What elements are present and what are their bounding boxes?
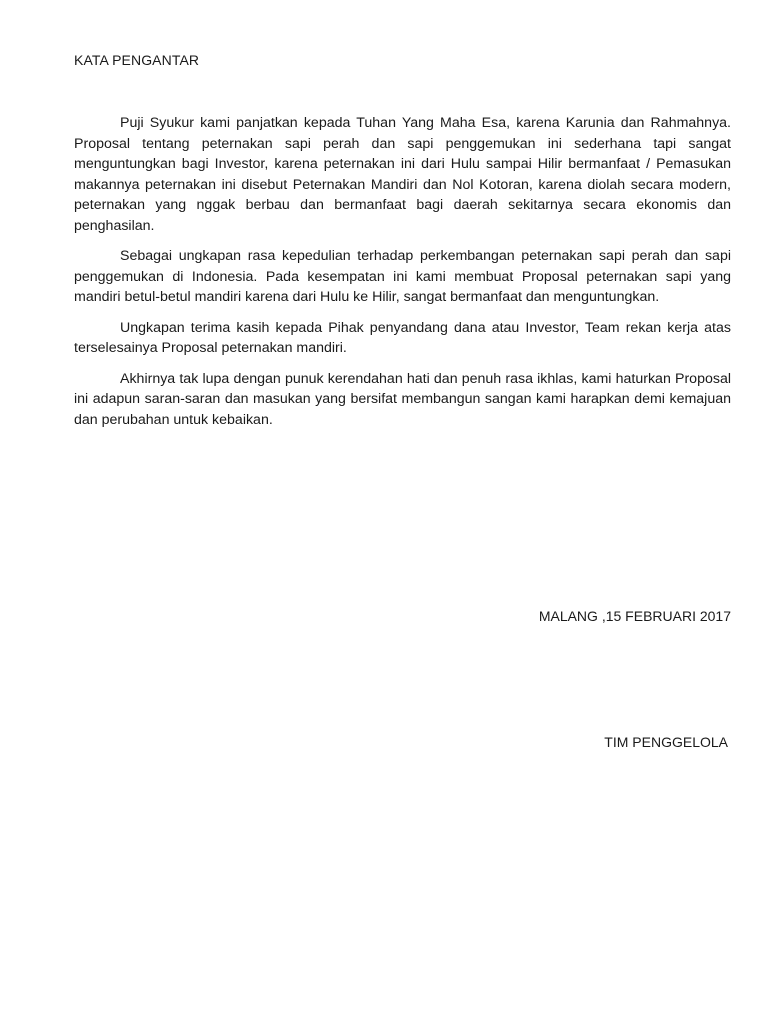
signature: TIM PENGGELOLA	[604, 734, 728, 750]
paragraph-1: Puji Syukur kami panjatkan kepada Tuhan Yang Maha Esa, karena Karunia dan Rahmahnya. Proposal tentang peternakan sapi perah dan sapi penggemukan ini sederhana tapi sangat menguntungkan bagi Investor, karena peternakan ini dari Hulu sampai Hilir bermanfaat / Pemasukan makannya peternakan ini disebut Peternakan Mandiri dan Nol Kotoran, karena diolah secara modern, peternakan yang nggak berbau dan bermanfaat bagi daerah sekitarnya secara ekonomis dan penghasilan.	[74, 115, 731, 234]
place-date: MALANG ,15 FEBRUARI 2017	[538, 608, 731, 624]
page-title: KATA PENGANTAR	[74, 52, 200, 68]
paragraph-2: Sebagai ungkapan rasa kepedulian terhadap perkembangan peternakan sapi perah dan sapi penggemukan di Indonesia. Pada kesempatan ini kami membuat Proposal peternakan sapi yang mandiri betul-betul mandiri karena dari Hulu ke Hilir, sangat bermanfaat dan menguntungkan.	[74, 248, 731, 305]
paragraph-4: Akhirnya tak lupa dengan punuk kerendahan hati dan penuh rasa ikhlas, kami haturkan Proposal ini adapun saran-saran dan masukan yang bersifat membangun sangan kami harapkan demi kemajuan dan perubahan untuk kebaikan.	[74, 370, 731, 428]
paragraph-3: Ungkapan terima kasih kepada Pihak penyandang dana atau Investor, Team rekan kerja atas terselesainya Proposal peternakan mandiri.	[74, 319, 731, 356]
body-text	[74, 113, 731, 440]
